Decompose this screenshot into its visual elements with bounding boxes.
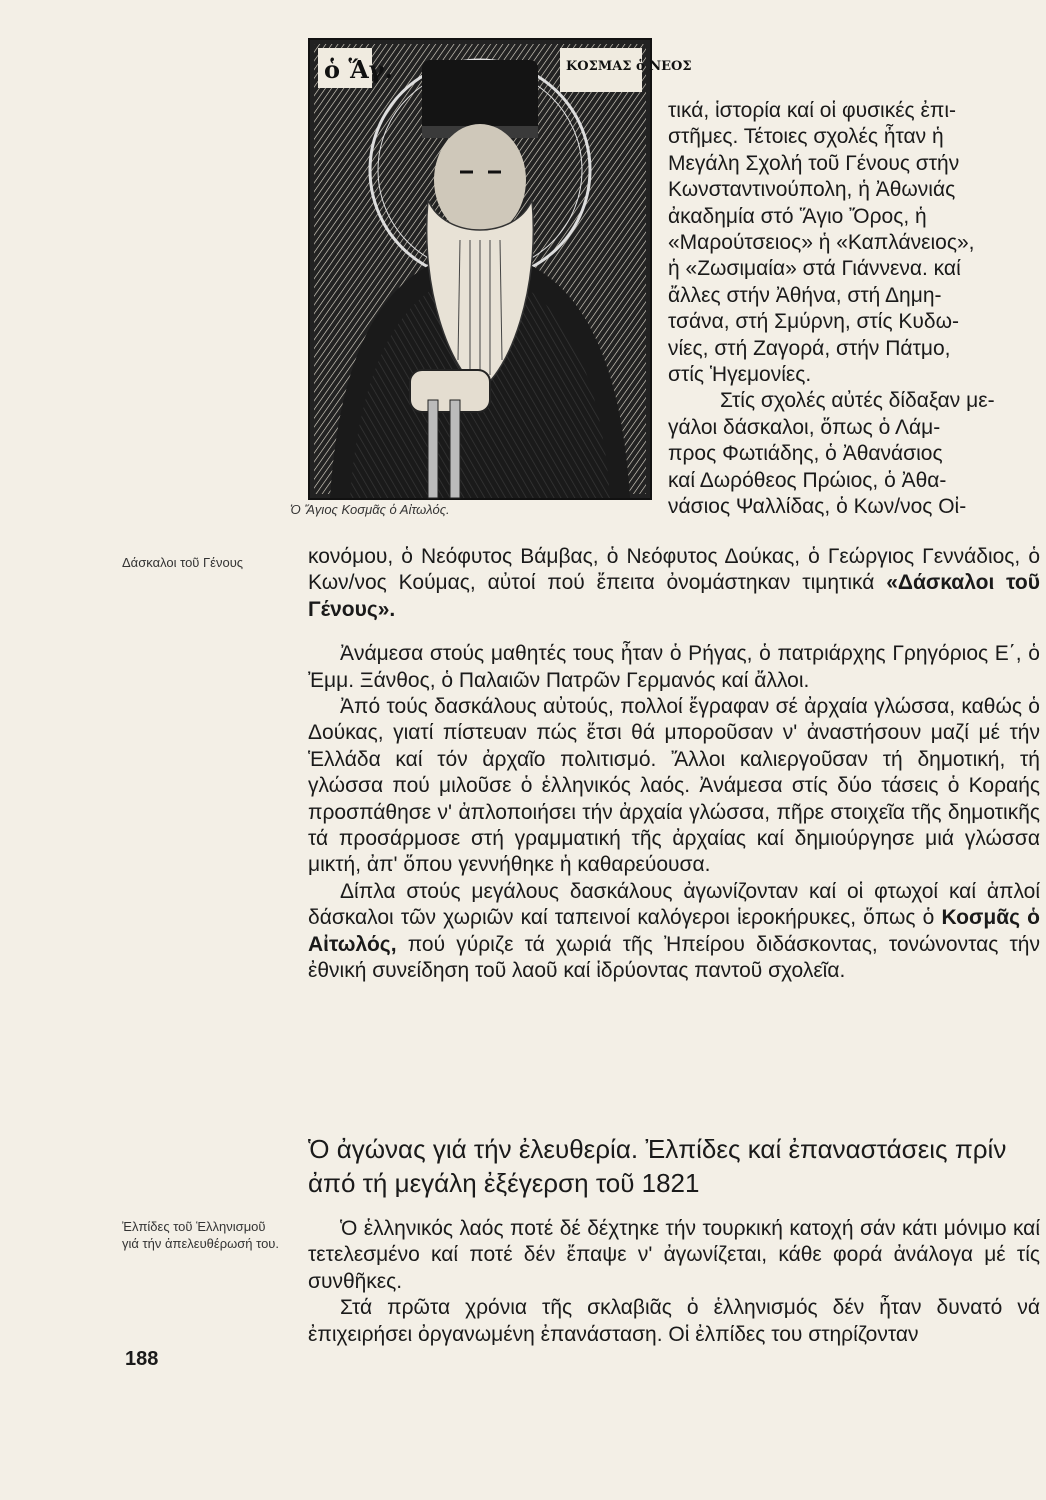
saint-portrait	[308, 38, 692, 500]
paragraph-students: Ἀνάμεσα στούς μαθητές τους ἦταν ὁ Ρήγας, ὁ πατριάρχης Γρηγόριος Ε΄, ὁ Ἐμμ. Ξάνθος, ὁ Παλαιῶν Πατρῶν Γερμανός καί ἄλλοι.	[308, 642, 1040, 692]
column-line: Στίς σχολές αὐτές δίδαξαν με-	[720, 389, 995, 413]
paragraph-kosmas	[308, 879, 1040, 985]
margin-note-hopes: Ἐλπίδες τοῦ Ἑλληνισμοῦ γιά τήν ἀπελευθέρωσή του.	[122, 1219, 280, 1251]
figure-caption: Ὁ Ἅγιος Κοσμᾶς ὁ Αἰτωλός.	[290, 502, 450, 517]
column-text	[668, 98, 1042, 521]
paragraph-teachers	[308, 544, 1040, 623]
paragraph-kosmas-text: Δίπλα στούς μεγάλους δασκάλους ἀγωνίζονταν καί οἱ φτωχοί καί ἁπλοί δάσκαλοι τῶν χωριῶν καί ταπεινοί καλόγεροι ἱεροκήρυκες, ὅπως ὁ	[308, 879, 1040, 930]
column-line: τικά, ἱστορία καί οἱ φυσικές ἐπι-	[668, 99, 957, 122]
page-number: 188	[125, 1348, 159, 1370]
inscription-left: ὁ Ἅγ.	[324, 55, 393, 84]
paragraph-early-years: Στά πρῶτα χρόνια τῆς σκλαβιᾶς ὁ ἑλληνισμός δέν ἦταν δυνατό νά ἐπιχειρήσει ὀργανωμένη ἐπανάσταση. Οἱ ἐλπίδες του στηρίζονταν	[308, 1296, 1040, 1346]
section-heading: Ὁ ἀγώνας γιά τήν ἐλευθερία. Ἐλπίδες καί ἐπαναστάσεις πρίν ἀπό τή μεγάλη ἐξέγερση τοῦ 1821	[308, 1134, 1007, 1198]
saint-portrait-drawing	[310, 40, 692, 498]
column-line: ἀκαδημία στό Ἅγιο Ὄρος, ἡ	[668, 204, 927, 228]
column-line: στῆμες. Τέτοιες σχολές ἦταν ἡ	[668, 125, 944, 149]
paragraph-teachers-text: κονόμου, ὁ Νεόφυτος Βάμβας, ὁ Νεόφυτος Δούκας, ὁ Γεώργιος Γεννάδιος, ὁ Κων/νος Κούμας, αὐτοί πού ἔπειτα ὀνομάστηκαν τιμητικά	[308, 545, 1040, 595]
teachers-term: «Δάσκαλοι τοῦ Γένους».	[308, 571, 1040, 621]
inscription-right: ΚΟΣΜΑΣ ὁ ΝΕΟΣ	[566, 59, 692, 74]
margin-note-teachers-text: Δάσκαλοι τοῦ Γένους	[122, 555, 244, 570]
paragraph-kosmas-tail: πού γύριζε τά χωριά τῆς Ἠπείρου διδάσκοντας, τονώνοντας τήν ἐθνική συνείδηση τοῦ λαοῦ καί ἱδρύοντας παντοῦ σχολεῖα.	[308, 932, 1040, 983]
column-line: νάσιος Ψαλλίδας, ὁ Κων/νος Οἰ-	[668, 495, 967, 519]
column-line: Κωνσταντινούπολη, ἡ Ἀθωνιάς	[668, 178, 956, 202]
column-line: στίς Ἡγεμονίες.	[668, 363, 812, 387]
column-line: νίες, στή Ζαγορά, στήν Πάτμο,	[668, 336, 951, 360]
column-line: ἄλλες στήν Ἀθήνα, στή Δημη-	[668, 283, 942, 307]
paragraph-language: Ἀπό τούς δασκάλους αὐτούς, πολλοί ἔγραφαν σέ ἀρχαία γλώσσα, καθώς ὁ Δούκας, γιατί πίστευαν πώς ἔτσι θά μποροῦσαν ν' ἀναστήσουν μαζί μέ τήν Ἑλλάδα καί τόν ἀρχαῖο πολιτισμό. Ἄλλοι καλιεργοῦσαν τή δημοτική, τή γλώσσα πού μιλοῦσε ὁ ἑλληνικός λαός. Ἀνάμεσα στίς δύο τάσεις ὁ Κοραής προσπάθησε ν' ἀπλοποιήσει τήν ἀρχαία γλώσσα, πῆρε στοιχεῖα τῆς δημοτικῆς τά προσάρμοσε στή γραμματική τῆς ἀρχαίας καί δημιούργησε μιά γλώσσα μικτή, ἀπ' ὅπου γεννήθηκε ἡ καθαρεύουσα.	[308, 695, 1040, 877]
column-line: γάλοι δάσκαλοι, ὅπως ὁ Λάμ-	[668, 415, 941, 439]
main-text-block	[308, 544, 1040, 985]
paragraph-people: Ὁ ἑλληνικός λαός ποτέ δέ δέχτηκε τήν τουρκική κατοχή σάν κάτι μόνιμο καί τετελεσμένο καί ποτέ δέν ἔπαψε ν' ἀγωνίζεται, κάθε φορά ἀνάλογα μέ τίς συνθῆκες.	[308, 1217, 1040, 1293]
column-line: τσάνα, στή Σμύρνη, στίς Κυδω-	[668, 310, 959, 334]
column-line: Μεγάλη Σχολή τοῦ Γένους στήν	[668, 151, 960, 175]
column-line: «Μαρούτσειος» ἡ «Καπλάνειος»,	[668, 231, 975, 255]
column-line: καί Δωρόθεος Πρώιος, ὁ Ἀθα-	[668, 468, 947, 492]
column-line: προς Φωτιάδης, ὁ Ἀθανάσιος	[668, 442, 943, 466]
kosmas-name: Κοσμᾶς ὁ Αἰτωλός,	[308, 906, 1041, 956]
section-text	[308, 1216, 1040, 1348]
margin-note-teachers	[122, 554, 272, 571]
column-line: ἡ «Ζωσιμαία» στά Γιάννενα. καί	[668, 257, 961, 281]
